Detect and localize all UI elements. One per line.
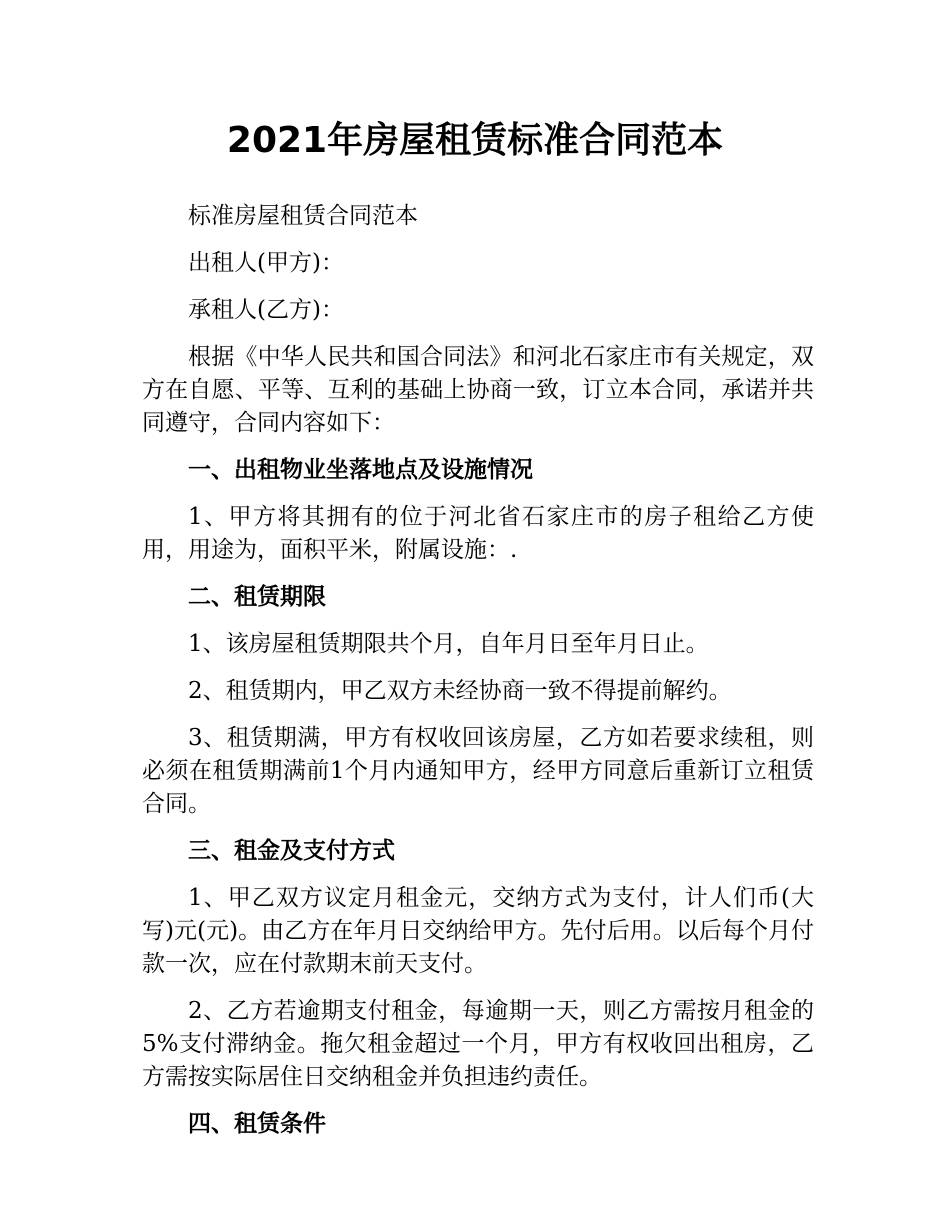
paragraph: 3、租赁期满，甲方有权收回该房屋，乙方如若要求续租，则必须在租赁期满前1个月内通知甲方，经甲方同意后重新订立租赁合同。 (142, 725, 814, 817)
section-heading: 一、出租物业坐落地点及设施情况 (188, 457, 533, 483)
document-body (142, 200, 814, 1155)
section-heading: 四、租赁条件 (188, 1111, 326, 1137)
paragraph: 标准房屋租赁合同范本 (188, 203, 418, 229)
paragraph: 根据《中华人民共和国合同法》和河北石家庄市有关规定，双方在自愿、平等、互利的基础上协商一致，订立本合同，承诺并共同遵守，合同内容如下： (142, 344, 814, 436)
paragraph: 承租人(乙方)： (188, 297, 344, 323)
paragraph: 2、租赁期内，甲乙双方未经协商一致不得提前解约。 (188, 678, 732, 704)
paragraph: 1、甲乙双方议定月租金元，交纳方式为支付，计人们币(大写)元(元)。由乙方在年月日交纳给甲方。先付后用。以后每个月付款一次，应在付款期末前天支付。 (142, 885, 814, 977)
paragraph: 出租人(甲方)： (188, 250, 344, 276)
section-heading: 三、租金及支付方式 (188, 838, 395, 864)
section-heading: 二、租赁期限 (188, 584, 326, 610)
paragraph: 1、该房屋租赁期限共个月，自年月日至年月日止。 (188, 631, 709, 657)
paragraph: 1、甲方将其拥有的位于河北省石家庄市的房子租给乙方使用，用途为，面积平米，附属设施：. (142, 504, 814, 563)
document-title: 2021年房屋租赁标准合同范本 (226, 120, 724, 161)
paragraph: 2、乙方若逾期支付租金，每逾期一天，则乙方需按月租金的5%支付滞纳金。拖欠租金超过一个月，甲方有权收回出租房，乙方需按实际居住日交纳租金并负担违约责任。 (142, 998, 814, 1090)
